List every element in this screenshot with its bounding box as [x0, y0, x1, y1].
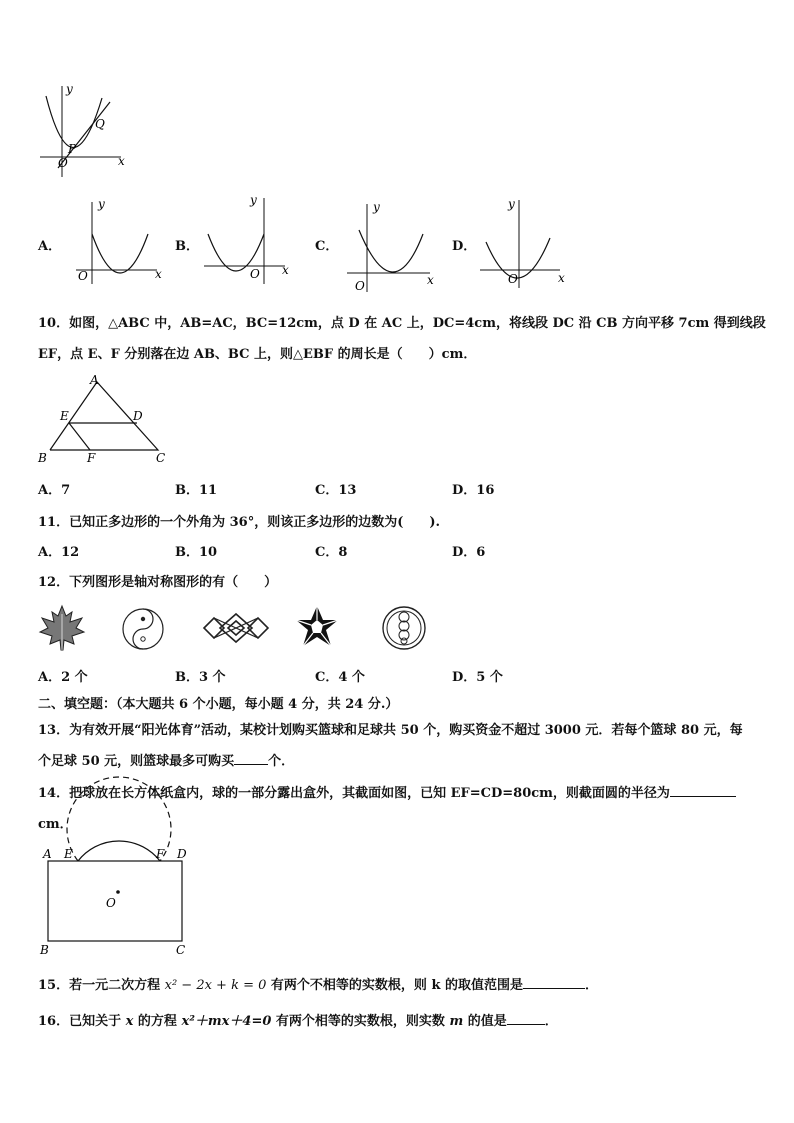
q14-label-d: D: [177, 847, 187, 861]
q10-stem-line2: EF，点 E、F 分别落在边 AB、BC 上，则△EBF 的周长是（ ）cm．: [38, 347, 477, 362]
q16-text-before: 16．已知关于: [38, 1014, 126, 1029]
q9-d-x: x: [558, 271, 565, 285]
q12-option-c[interactable]: C．4 个: [315, 670, 365, 685]
q9-y-label: y: [66, 82, 73, 96]
q9-c-o: O: [355, 279, 365, 293]
q9-b-o: O: [250, 267, 260, 281]
maple-leaf-icon: [38, 604, 86, 652]
q16-text-after: 有两个相等的实数根，则实数: [271, 1014, 450, 1029]
q10-label-c: C: [156, 451, 166, 465]
q14-answer-blank[interactable]: [670, 784, 736, 797]
q14-label-e: E: [64, 847, 73, 861]
q15-text-before: 15．若一元二次方程: [38, 978, 165, 993]
q9-d-y: y: [508, 197, 515, 211]
nested-circles-icon: [380, 604, 428, 652]
q15-equation: x² − 2x + k = 0: [164, 978, 267, 993]
q9-option-d-letter[interactable]: D．: [452, 239, 477, 254]
q9-origin-label: O: [58, 156, 68, 170]
q12-option-a[interactable]: A．2 个: [38, 670, 88, 685]
q9-option-b-graph: [200, 192, 300, 292]
q12-option-b[interactable]: B．3 个: [175, 670, 226, 685]
pentagon-star-icon: [294, 604, 340, 650]
q11-option-c[interactable]: C．8: [315, 545, 348, 560]
q9-a-o: O: [78, 269, 88, 283]
q16-answer-blank[interactable]: [507, 1012, 545, 1025]
q15-text-after: 有两个不相等的实数根，则 k 的取值范围是: [266, 978, 523, 993]
q10-option-c[interactable]: C．13: [315, 483, 357, 498]
q12-stem: 12．下列图形是轴对称图形的有（ ）: [38, 575, 278, 590]
q14-stem-line1: [38, 782, 736, 801]
q15-stem: [38, 974, 598, 993]
q9-b-x: x: [282, 263, 289, 277]
q10-label-b: B: [38, 451, 47, 465]
q9-c-x: x: [427, 273, 434, 287]
q14-label-b: B: [40, 943, 49, 957]
q9-d-o: O: [508, 272, 518, 286]
q9-option-c-graph: [345, 200, 445, 300]
q14-label-f: F: [156, 847, 165, 861]
q16-var-m: m: [449, 1014, 464, 1029]
q15-text-end: ．: [584, 978, 598, 993]
q14-label-a: A: [43, 847, 52, 861]
q10-option-a[interactable]: A．7: [38, 483, 71, 498]
q14-label-o: O: [106, 896, 116, 910]
q10-option-d[interactable]: D．16: [452, 483, 495, 498]
q13-text-before: 个足球 50 元，则篮球最多可购买: [38, 754, 235, 769]
q9-p-label: P: [68, 142, 77, 156]
q9-b-y: y: [250, 193, 257, 207]
q13-stem-line1: 13．为有效开展“阳光体育”活动，某校计划购买篮球和足球共 50 个，购买资金不超过 3000 元．若每个篮球 80 元，每: [38, 723, 743, 738]
q14-stem-line2: cm．: [38, 817, 73, 832]
q12-option-d[interactable]: D．5 个: [452, 670, 503, 685]
q16-text-end: ．: [544, 1014, 558, 1029]
q13-answer-blank[interactable]: [234, 752, 268, 765]
q9-c-y: y: [373, 200, 380, 214]
q9-a-y: y: [98, 197, 105, 211]
q11-option-a[interactable]: A．12: [38, 545, 80, 560]
q10-stem-line1: 10．如图，△ABC 中，AB=AC，BC=12cm，点 D 在 AC 上，DC=4cm，将线段 DC 沿 CB 方向平移 7cm 得到线段: [38, 316, 766, 331]
q10-label-f: F: [87, 451, 96, 465]
q13-stem-line2: [38, 750, 294, 769]
q11-option-d[interactable]: D．6: [452, 545, 486, 560]
q16-equation: x²＋mx＋4=0: [181, 1014, 272, 1029]
q10-label-a: A: [90, 373, 99, 387]
q13-text-after: 个．: [268, 754, 295, 769]
q14-label-c: C: [176, 943, 186, 957]
q9-option-c-letter[interactable]: C．: [315, 239, 339, 254]
q9-main-graph: [36, 80, 136, 180]
q14-text: 14．把球放在长方体纸盒内，球的一部分露出盒外，其截面如图，已知 EF=CD=80cm，则截面圆的半径为: [38, 786, 670, 801]
q10-label-e: E: [60, 409, 69, 423]
q16-text-middle: 的方程: [133, 1014, 182, 1029]
q9-option-a-letter[interactable]: A．: [38, 239, 62, 254]
q14-box-circle-figure: [36, 838, 196, 960]
q11-stem: 11．已知正多边形的一个外角为 36°，则该正多边形的边数为( ).: [38, 515, 441, 530]
yin-yang-icon: [120, 606, 166, 652]
q10-triangle-figure: [36, 372, 166, 467]
q10-option-b[interactable]: B．11: [175, 483, 218, 498]
q9-q-label: Q: [95, 117, 105, 131]
knot-pattern-icon: [200, 610, 272, 646]
q9-option-d-graph: [478, 194, 578, 294]
q9-option-a-graph: [72, 192, 172, 292]
q9-x-label: x: [118, 154, 125, 168]
q16-var-x: x: [125, 1014, 134, 1029]
q9-option-b-letter[interactable]: B．: [175, 239, 199, 254]
q16-stem: [38, 1010, 558, 1029]
q15-answer-blank[interactable]: [523, 976, 585, 989]
q16-text-after2: 的值是: [463, 1014, 507, 1029]
q11-option-b[interactable]: B．10: [175, 545, 218, 560]
q10-label-d: D: [133, 409, 143, 423]
section-two-heading: 二、填空题：（本大题共 6 个小题，每小题 4 分，共 24 分.）: [38, 697, 399, 712]
q9-a-x: x: [155, 267, 162, 281]
